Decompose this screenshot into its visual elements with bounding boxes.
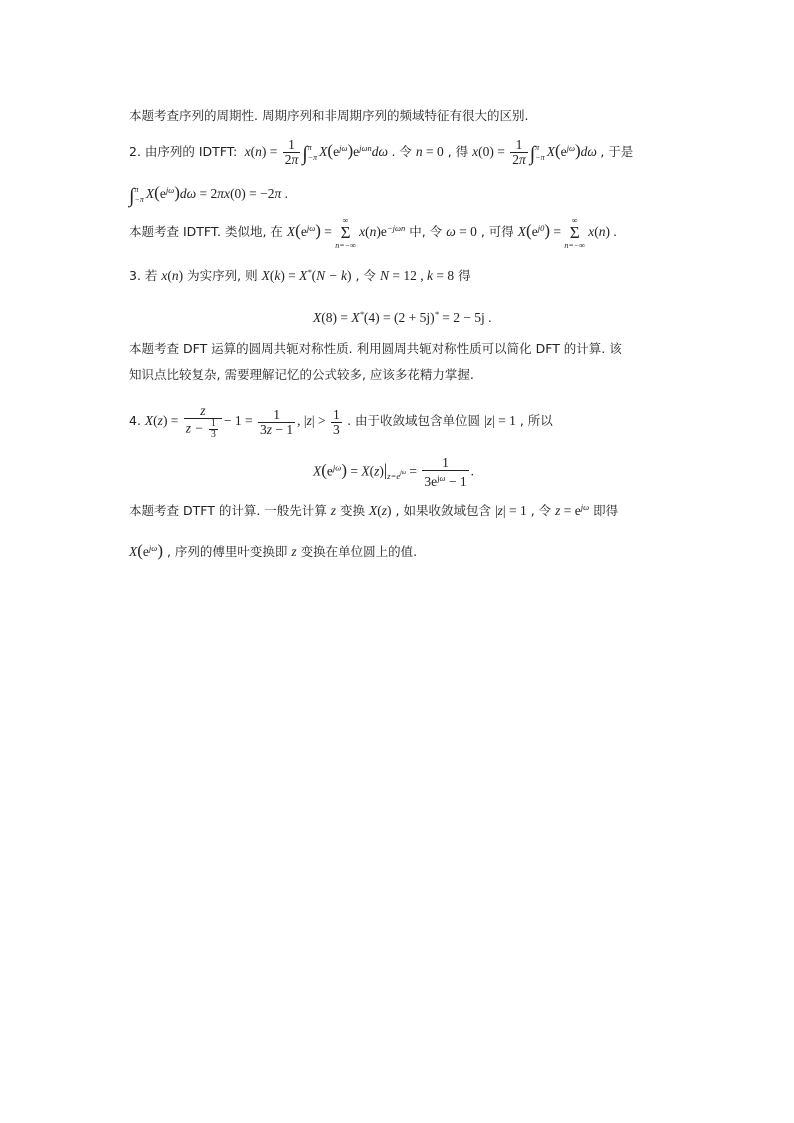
formula-dtft-sum: $X(e^{j\omega})$ = ∞ Σ n=−∞ $x(n)e^{-j\omega n}$ <box>286 216 406 250</box>
formula-xz: X(z) = z z − $\frac{1}{3}$ − 1 = $\frac{1}{3z - 1}$ , |z| > $\frac{1}{3}$ <box>144 403 340 440</box>
item-3: 3. 若 x(n) 为实序列, 则 X(k) = X*(N − k) , 令 N = 12 , k = 8 得 <box>129 267 471 283</box>
item-2-label: 2. 由序列的 IDTFT: <box>129 144 238 159</box>
item-2-idtft: 2. 由序列的 IDTFT: x(n) = $\frac{1}{2\pi}$ ∫ π −π $X(e^{j\omega})e^{j\omega n}d\omega$ . 令 n = 0 , 得 x(0) = $\frac{1}{2\pi}$ ∫ π −π $X(e^{j\omega})d\omega$ , 于是 <box>129 137 634 168</box>
formula-omega-zero: ω = 0 <box>446 224 477 240</box>
note-idtft: 本题考查 IDTFT. 类似地, 在 $X(e^{j\omega})$ = ∞ Σ n=−∞ $x(n)e^{-j\omega n}$ 中, 令 ω = 0 , 可得 $X(e^{j0})$ = ∞ Σ n=−∞ x(n) . <box>129 216 617 250</box>
note-dft-1: 本题考查 DFT 运算的圆周共轭对称性质. 利用圆周共轭对称性质可以简化 DFT 的计算. 该 <box>129 341 622 356</box>
formula-integral-result: ∫ π −π $X(e^{j\omega})d\omega = 2\pi x(0) = -2\pi$ . <box>129 183 289 207</box>
formula-sum-result: $X(e^{j0})$ = ∞ Σ n=−∞ x(n) . <box>517 216 617 250</box>
formula-x-ejw: $X(e^{j\omega}) = X(z)|_{z=e^{j\omega}}$ = $\frac{1}{3e^{j\omega} - 1}$ . <box>313 455 475 489</box>
formula-idtft: x(n) = $\frac{1}{2\pi}$ ∫ π −π $X(e^{j\omega})e^{j\omega n}d\omega$ <box>241 137 392 168</box>
formula-x8: X(8) = X*(4) = (2 + 5j)* = 2 − 5j . <box>313 309 492 325</box>
note-dtft: 本题考查 DTFT 的计算. 一般先计算 z 变换 X(z) , 如果收敛域包含 |z| = 1 , 令 $z = e^{j\omega}$ 即得 <box>129 502 619 518</box>
formula-n-zero: n = 0 <box>415 144 444 159</box>
note-dft-2: 知识点比较复杂, 需要理解记忆的公式较多, 应该多花精力掌握. <box>129 367 474 382</box>
formula-x0: x(0) = $\frac{1}{2\pi}$ ∫ π −π $X(e^{j\omega})d\omega$ <box>472 137 601 168</box>
note-periodicity: 本题考查序列的周期性. 周期序列和非周期序列的频域特征有很大的区别. <box>129 108 529 123</box>
item-4: 4. X(z) = z z − $\frac{1}{3}$ − 1 = $\frac{1}{3z - 1}$ , |z| > $\frac{1}{3}$ . 由于收敛域包含单位圆 |z| = 1 , 所以 <box>129 403 553 440</box>
note-dtft-2: $X(e^{j\omega})$ , 序列的傅里叶变换即 z 变换在单位圆上的值. <box>129 541 418 560</box>
formula-dft-symmetry: X(k) = X*(N − k) <box>261 267 352 283</box>
